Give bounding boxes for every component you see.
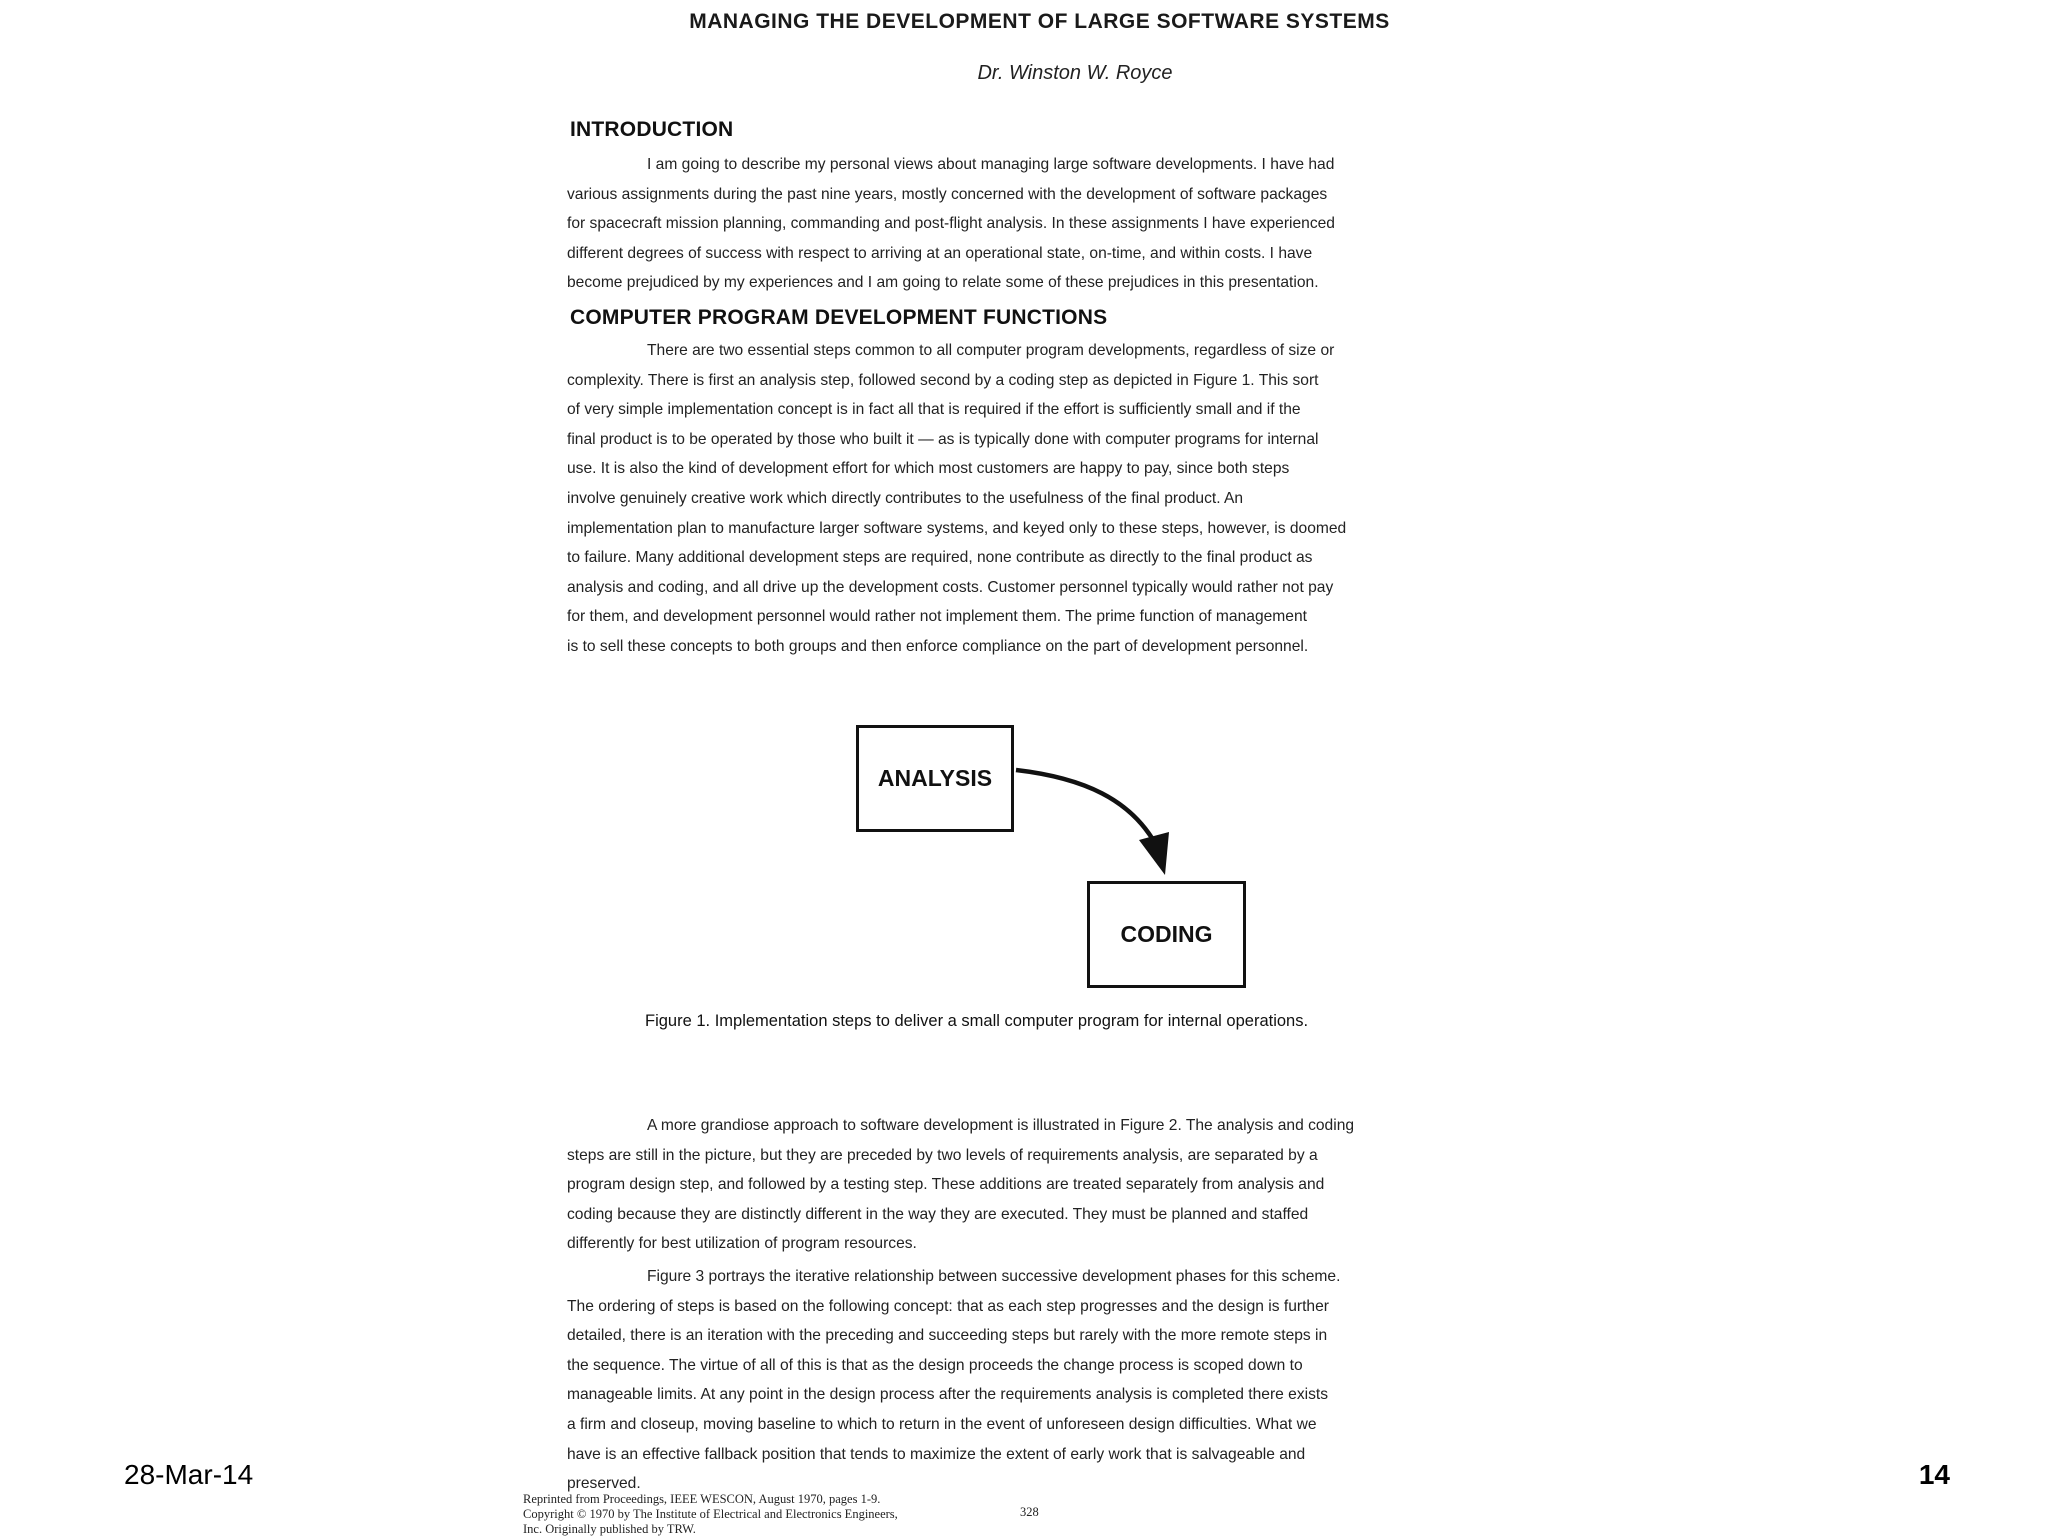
paper-title: MANAGING THE DEVELOPMENT OF LARGE SOFTWARE SYSTEMS <box>689 10 1390 33</box>
text-line: complexity. There is first an analysis step, followed second by a coding step as depicted in Figure 1. This sort <box>567 371 1319 389</box>
text-line: steps are still in the picture, but they are preceded by two levels of requirements analysis, are separated by a <box>567 1146 1318 1164</box>
text-line: final product is to be operated by those who built it — as is typically done with computer programs for internal <box>567 430 1319 448</box>
footnote-line: Reprinted from Proceedings, IEEE WESCON, August 1970, pages 1-9. <box>523 1492 881 1506</box>
text-line: detailed, there is an iteration with the preceding and succeeding steps but rarely with the more remote steps in <box>567 1327 1328 1345</box>
text-line: for them, and development personnel would rather not implement them. The prime function of management <box>567 608 1307 626</box>
text-line: involve genuinely creative work which directly contributes to the usefulness of the final product. An <box>567 489 1244 507</box>
slide-number: 14 <box>1918 1459 1950 1490</box>
text-line: is to sell these concepts to both groups and then enforce compliance on the part of development personnel. <box>567 637 1309 655</box>
footnote-line: Inc. Originally published by TRW. <box>523 1522 696 1536</box>
text-line: various assignments during the past nine years, mostly concerned with the development of software packages <box>567 185 1328 203</box>
paper-page <box>523 0 1540 1536</box>
flow-arrow <box>555 0 1540 1000</box>
text-line: the sequence. The virtue of all of this is that as the design proceeds the change process is scoped down to <box>567 1356 1303 1374</box>
intro-heading: INTRODUCTION <box>570 118 734 141</box>
text-line: become prejudiced by my experiences and I am going to relate some of these prejudices in this presentation. <box>567 274 1319 292</box>
text-line: I am going to describe my personal views about managing large software developments. I have had <box>647 156 1335 173</box>
figure3-paragraph <box>567 1262 1532 1499</box>
functions-heading: COMPUTER PROGRAM DEVELOPMENT FUNCTIONS <box>570 306 1108 329</box>
text-line: program design step, and followed by a testing step. These additions are treated separately from analysis and <box>567 1176 1325 1194</box>
text-line: implementation plan to manufacture larger software systems, and keyed only to these steps, however, is doomed <box>567 519 1347 537</box>
text-line: different degrees of success with respect to arriving at an operational state, on-time, and within costs. I have <box>567 244 1313 262</box>
text-line: The ordering of steps is based on the following concept: that as each step progresses and the design is further <box>567 1297 1329 1315</box>
text-line: to failure. Many additional development steps are required, none contribute as directly to the final product as <box>567 549 1313 567</box>
text-line: analysis and coding, and all drive up the development costs. Customer personnel typically would rather not pay <box>567 578 1334 596</box>
grandiose-paragraph <box>567 1111 1532 1259</box>
paper-page-number: 328 <box>1020 1505 1039 1519</box>
text-line: have is an effective fallback position that tends to maximize the extent of early work that is salvageable and <box>567 1445 1306 1463</box>
text-line: of very simple implementation concept is in fact all that is required if the effort is sufficiently small and if the <box>567 401 1301 419</box>
coding-box: CODING <box>1087 881 1246 988</box>
paper-author: Dr. Winston W. Royce <box>977 62 1173 84</box>
footnote-line: Copyright © 1970 by The Institute of Electrical and Electronics Engineers, <box>523 1507 898 1521</box>
text-line: There are two essential steps common to all computer program developments, regardless of size or <box>647 342 1335 359</box>
flow-arrow-line <box>1016 770 1155 843</box>
analysis-box: ANALYSIS <box>856 725 1014 832</box>
slide-date: 28-Mar-14 <box>124 1459 254 1490</box>
text-line: for spacecraft mission planning, commanding and post-flight analysis. In these assignments I have experienced <box>567 215 1335 233</box>
flow-arrow-head <box>1139 832 1169 875</box>
text-line: Figure 3 portrays the iterative relationship between successive development phases for this scheme. <box>647 1268 1341 1285</box>
text-line: a firm and closeup, moving baseline to which to return in the event of unforeseen design difficulties. What we <box>567 1415 1317 1433</box>
text-line: differently for best utilization of program resources. <box>567 1235 917 1253</box>
text-line: preserved. <box>567 1475 641 1493</box>
text-line: use. It is also the kind of development effort for which most customers are happy to pay, since both steps <box>567 460 1290 478</box>
figure-caption: Figure 1. Implementation steps to deliver a small computer program for internal operations. <box>645 1012 1309 1030</box>
text-line: A more grandiose approach to software development is illustrated in Figure 2. The analysis and coding <box>647 1117 1355 1134</box>
text-line: manageable limits. At any point in the design process after the requirements analysis is completed there exists <box>567 1386 1329 1404</box>
text-line: coding because they are distinctly different in the way they are executed. They must be planned and staffed <box>567 1205 1309 1223</box>
